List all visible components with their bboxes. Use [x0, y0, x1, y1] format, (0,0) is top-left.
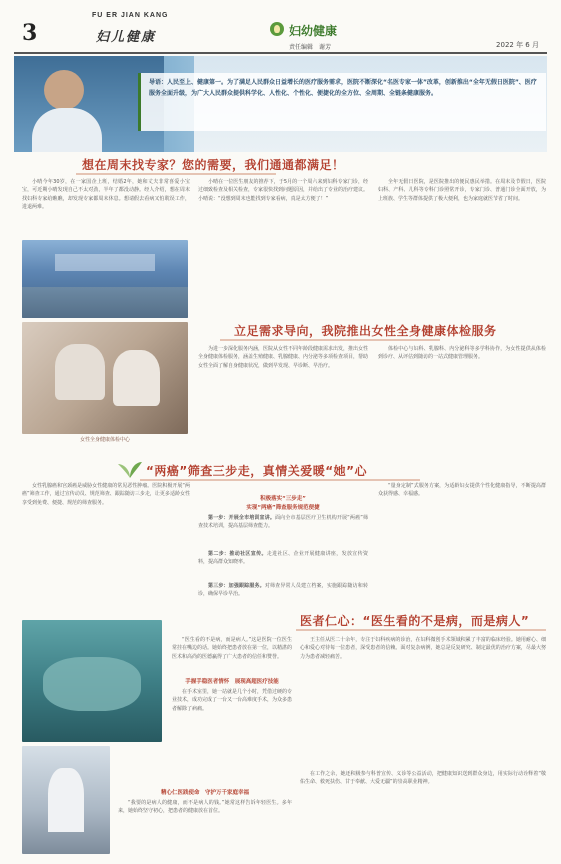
column-title: 妇幼健康: [289, 24, 338, 38]
section-3-subhead-1: 积极落实“三步走”: [260, 496, 306, 502]
section-4-col1b: 在手术室里，她一站就是几个小时，凭借过硬的专业技术，成功完成了一台又一台高难度手术，为众多患者解除了病痛。: [172, 689, 292, 712]
section-2-col1: 为进一步深化服务内涵，医院从女性不同年龄段健康需求出发，推出女性全身健康体检服务，涵盖生殖健康、乳腺健康、内分泌等多项检查项目，帮助女性全面了解自身健康状况，做到早发现、早诊断、早治疗。: [198, 346, 368, 369]
section-2-col2: 体检中心与妇科、乳腺科、内分泌科等多学科协作，为女性提供从体检到诊疗、从评估到随访的一站式健康管理服务。: [378, 346, 546, 361]
section-4-col2b: 在工作之余，她还积极参与科普宣传、义诊等公益活动，把健康知识送到群众身边，用实际行动诠释着“敬佑生命、救死扶伤、甘于奉献、大爱无疆”的崇高职业精神。: [300, 771, 546, 786]
section-4-col1: “医生看的不是病，而是病人。”这是医院一位医生常挂在嘴边的话。她始终把患者放在第一位，以精湛的医术和高尚的医德赢得了广大患者的信任和赞誉。: [172, 637, 292, 660]
section-3-underline: [140, 479, 420, 481]
section-3-subhead-2: 实现“两癌”筛查服务规范便捷: [246, 505, 320, 511]
section-3-col3: “量身定制”式服务方案，为适龄妇女提供个性化健康指导，不断提高群众获得感、幸福感。: [378, 483, 546, 498]
section-4-col1c: “我要的是病人的健康，而不是病人的钱。”她常这样告诉年轻医生。多年来，她始终坚守初心，把患者的健康放在首位。: [118, 800, 292, 815]
surgery-photo: [22, 620, 162, 742]
page-header: [0, 0, 561, 58]
section-3-title: “两癌”筛查三步走，真情关爱暖“她”心: [146, 464, 368, 478]
responsible-editor: 责任编辑 谢芳: [289, 44, 332, 51]
section-1-underline: [76, 173, 276, 175]
header-divider: [14, 52, 547, 54]
section-2-title: 立足需求导向，我院推出女性全身健康体检服务: [234, 324, 497, 338]
doctor-portrait-photo: [22, 746, 110, 854]
section-3-step-1: 第一步：开展全市培训宣讲。面向全市基层医疗卫生机构开展“两癌”筛查技术培训，提高基层筛查能力。: [198, 515, 368, 530]
section-1-title: 想在周末找专家？您的需要，我们通通都满足！: [82, 158, 345, 172]
section-4-underline: [296, 629, 546, 631]
lead-text: 导语：人民至上、健康第一。为了满足人民群众日益增长的医疗服务需求，医院不断深化“名医专家一体”改革，创新推出“全年无假日医院”、医疗服务全面升级，为广大人民群众提供科学化、人性化、个性化、便捷化的全方位、全周期、全链条健康服务。: [149, 79, 537, 97]
leaf-logo-icon: [270, 22, 284, 36]
issue-date: 2022 年 6 月: [496, 41, 539, 49]
plant-decoration-icon: [116, 460, 144, 478]
section-1-col3: 全年无假日医院，是医院推出的便民惠民举措。在周末及节假日，医院妇科、产科、儿科等专科门诊照常开诊，专家门诊、普通门诊全面开放，为上班族、学生等群体提供了极大便利，也为家庭就医节省了时间。: [378, 179, 546, 202]
section-4-subhead-2: 精心仁医践使命 守护万千家庭幸福: [160, 790, 249, 796]
brand-english: FU ER JIAN KANG: [92, 12, 169, 19]
section-4-col2: 王主任从医二十余年，专注于妇科疾病的诊治，在妇科微创手术领域积累了丰富的临床经验。她用耐心、细心和爱心对待每一位患者，深受患者的信赖。面对复杂病例，她总是反复研究、制定最优的治疗方案，尽最大努力为患者减轻痛苦。: [300, 637, 546, 660]
section-4-title: 医者仁心：“医生看的不是病，而是病人”: [300, 614, 530, 628]
section-3-step-3: 第三步：加强跟踪服务。对筛查异常人员建立档案，实施跟踪随访和转诊，确保早诊早治。: [198, 583, 368, 598]
health-check-center-photo: [22, 322, 188, 434]
section-1-col1: 小晴今年30岁，在一家国企上班，结婚2年，她和丈夫非常喜爱小宝宝，可近期小晴发现自己不太对劲，半年了都没动静。经人介绍，想在周末找妇科专家给瞧瞧，却发现专家都周末休息。想请假去看病又怕耽误工作，进退两难。: [22, 179, 190, 211]
lead-paragraph-box: [138, 73, 546, 131]
section-2-underline: [220, 339, 440, 341]
health-check-caption: 女性全身健康体检中心: [79, 437, 130, 443]
section-4-subhead-1: 手握手稳医者情怀 展现高超医疗技能: [185, 679, 279, 685]
section-1-col2: 小晴在一位医生朋友的推荐下，于5月的一个周六来到妇科专家门诊，经过细致检查及相关检查，专家很快找到问题原因，并给出了专业的治疗建议。小晴说：“没想到周末也能找到专家看病，真是太方便了！”: [198, 179, 368, 202]
section-3-col1: 女性乳腺癌和宫颈癌是威胁女性健康的常见恶性肿瘤。医院积极开展“两癌”筛查工作，通过宣传动员、规范筛查、跟踪随访三步走，让更多适龄女性享受到免费、便捷、规范的筛查服务。: [22, 483, 190, 506]
brand-chinese: 妇儿健康: [96, 30, 157, 45]
page-number: 3: [22, 20, 38, 46]
section-3-step-2: 第二步：推动社区宣传。走进社区、企业开展健康讲座，发放宣传资料，提高群众知晓率。: [198, 551, 368, 566]
clinic-hall-photo: [22, 240, 188, 318]
